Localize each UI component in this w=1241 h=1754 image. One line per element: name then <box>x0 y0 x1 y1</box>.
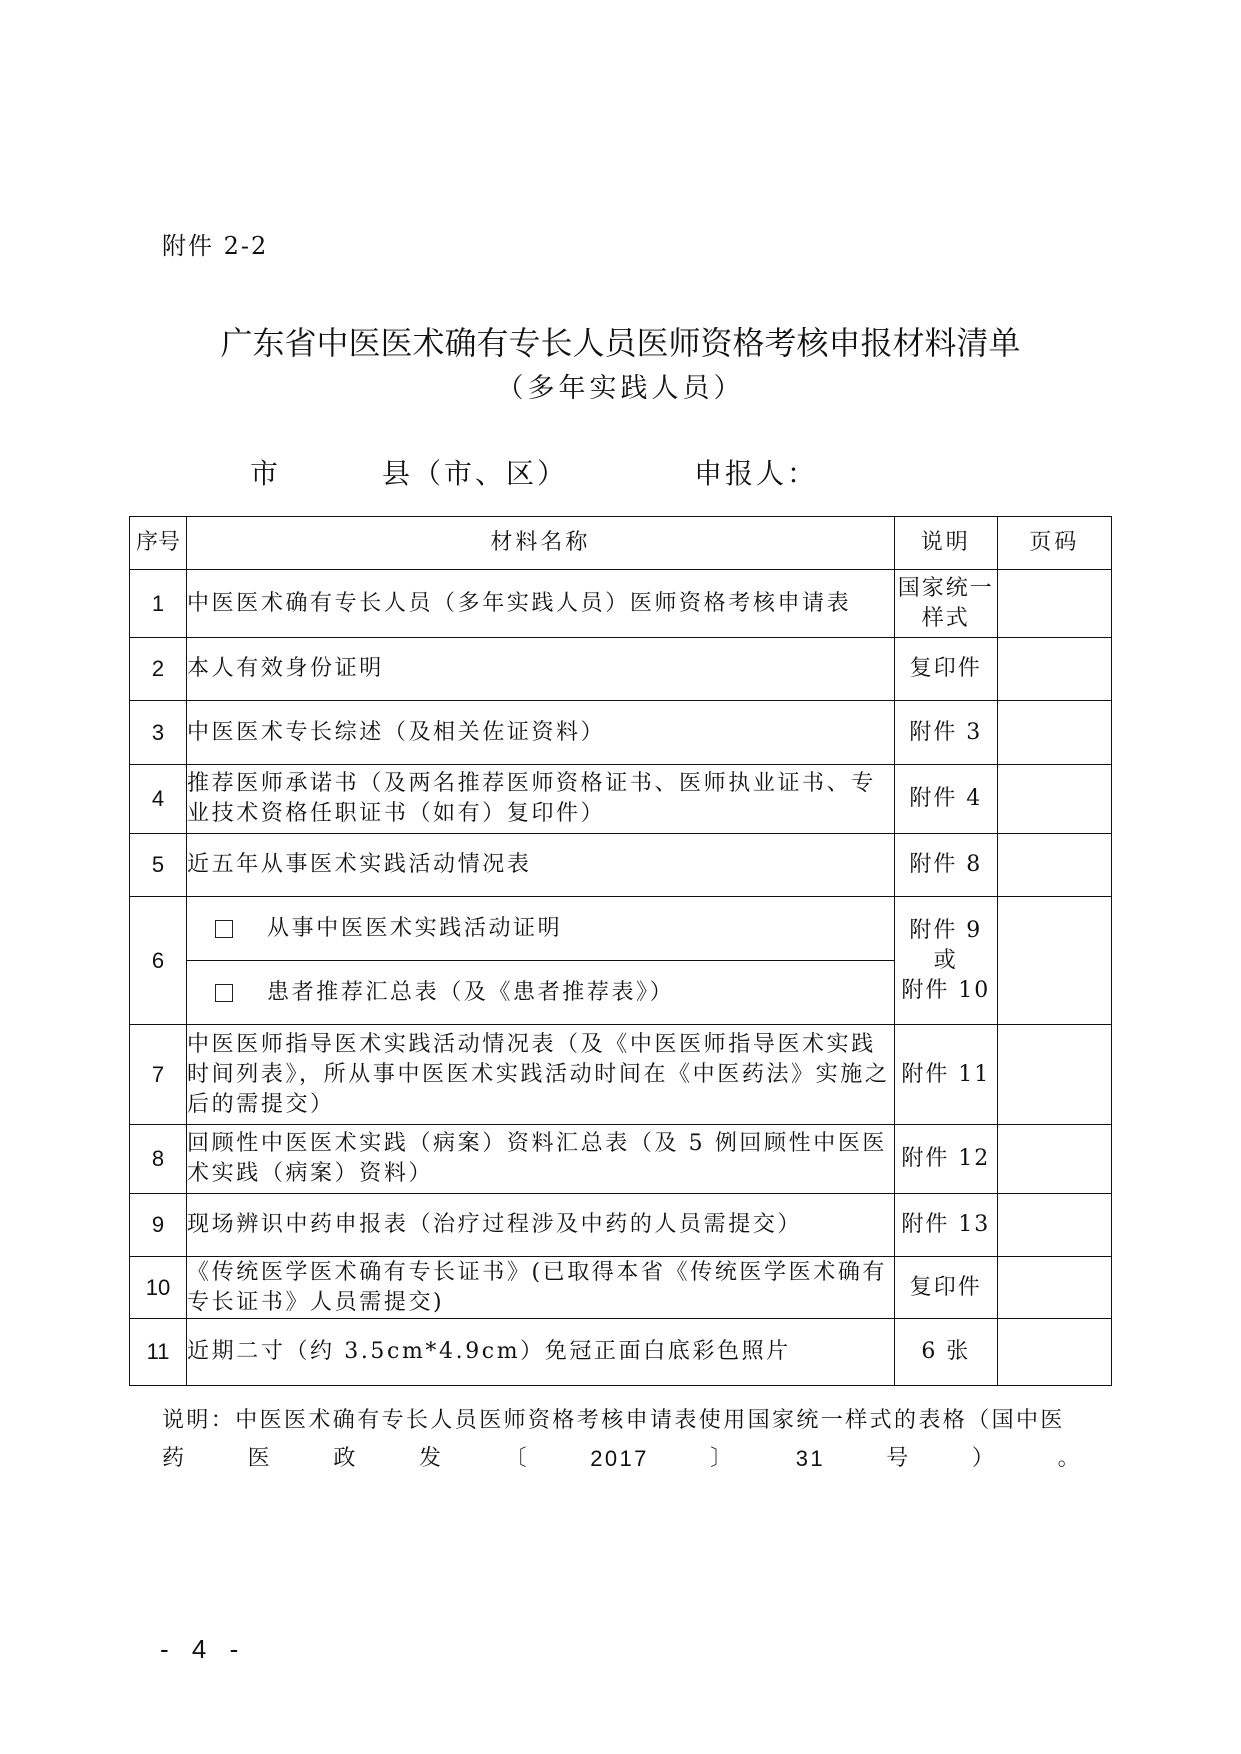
table-row <box>130 570 1112 638</box>
note-line: 国家统一 <box>897 575 994 601</box>
row-name: 回顾性中医医术实践（病案）资料汇总表（及 5 例回顾性中医医术实践（病案）资料） <box>187 1125 895 1194</box>
row-name: 《传统医学医术确有专长证书》(已取得本省《传统医学医术确有专长证书》人员需提交) <box>187 1257 895 1319</box>
row-page-field[interactable] <box>997 570 1111 638</box>
row-option-a <box>187 897 895 961</box>
row-no: 4 <box>130 765 187 834</box>
row-no: 9 <box>130 1194 187 1257</box>
row-page-field[interactable] <box>997 834 1111 897</box>
table-row <box>130 834 1112 897</box>
county-label: 县（市、区） <box>382 457 569 490</box>
table-row <box>130 1257 1112 1319</box>
row-page-field[interactable] <box>997 1257 1111 1319</box>
row-note: 附件 3 <box>894 701 997 765</box>
option-a-label: 从事中医医术实践活动证明 <box>267 915 563 941</box>
row-no: 7 <box>130 1025 187 1125</box>
row-note: 附件 11 <box>894 1025 997 1125</box>
footnote-part: 〕 <box>710 1446 735 1471</box>
row-note: 附件 12 <box>894 1125 997 1194</box>
note-line: 附件 9 或 <box>909 917 983 973</box>
row-no: 5 <box>130 834 187 897</box>
footnote-part: 发 <box>418 1446 444 1471</box>
footnote-part: 药 <box>162 1446 187 1471</box>
row-no: 2 <box>130 638 187 701</box>
footnote <box>162 1402 1092 1478</box>
row-page-field[interactable] <box>997 897 1111 1025</box>
row-page-field[interactable] <box>997 1194 1111 1257</box>
footnote-part: 政 <box>333 1446 358 1471</box>
row-page-field[interactable] <box>997 1319 1111 1386</box>
row-page-field[interactable] <box>997 1025 1111 1125</box>
row-note: 附件 4 <box>894 765 997 834</box>
header-note: 说明 <box>894 517 997 570</box>
row-note <box>894 570 997 638</box>
row-note <box>894 897 997 1025</box>
document-title: 广东省中医医术确有专长人员医师资格考核申报材料清单 <box>220 324 1021 362</box>
table-header-row <box>130 517 1112 570</box>
row-name: 近五年从事医术实践活动情况表 <box>187 834 895 897</box>
document-subtitle: （多年实践人员） <box>496 373 745 404</box>
footnote-part: 31 <box>795 1446 826 1471</box>
row-note: 附件 8 <box>894 834 997 897</box>
table-row <box>130 1194 1112 1257</box>
note-line: 附件 10 <box>901 977 991 1003</box>
row-name: 中医医师指导医术实践活动情况表（及《中医医师指导医术实践时间列表》，所从事中医医术实践活动时间在《中医药法》实施之后的需提交） <box>187 1025 895 1125</box>
header-no: 序号 <box>130 517 187 570</box>
table-row <box>130 1319 1112 1386</box>
checkbox-option-a[interactable] <box>215 920 233 938</box>
header-page: 页码 <box>997 517 1111 570</box>
footnote-part: 。 <box>1057 1446 1082 1471</box>
footnote-part: 号 <box>886 1446 911 1471</box>
row-no: 8 <box>130 1125 187 1194</box>
checkbox-option-b[interactable] <box>215 984 233 1002</box>
row-name: 推荐医师承诺书（及两名推荐医师资格证书、医师执业证书、专业技术资格任职证书（如有）复印件） <box>187 765 895 834</box>
row-note: 复印件 <box>894 638 997 701</box>
row-page-field[interactable] <box>997 638 1111 701</box>
row-page-field[interactable] <box>997 1125 1111 1194</box>
row-no: 6 <box>130 897 187 1025</box>
row-no: 3 <box>130 701 187 765</box>
table-row <box>130 1025 1112 1125</box>
table-row <box>130 638 1112 701</box>
row-name: 现场辨识中药申报表（治疗过程涉及中药的人员需提交） <box>187 1194 895 1257</box>
row-name: 中医医术确有专长人员（多年实践人员）医师资格考核申请表 <box>187 570 895 638</box>
footnote-part: 2017 <box>590 1446 649 1471</box>
row-note: 复印件 <box>894 1257 997 1319</box>
table-row <box>130 701 1112 765</box>
row-no: 11 <box>130 1319 187 1386</box>
row-page-field[interactable] <box>997 701 1111 765</box>
row-note: 附件 13 <box>894 1194 997 1257</box>
row-name: 本人有效身份证明 <box>187 638 895 701</box>
materials-table <box>129 516 1112 1386</box>
row-no: 1 <box>130 570 187 638</box>
footnote-part: 〔 <box>504 1446 530 1471</box>
footnote-part: ） <box>971 1446 997 1471</box>
table-row <box>130 897 1112 961</box>
row-note: 6 张 <box>894 1319 997 1386</box>
header-name: 材料名称 <box>187 517 895 570</box>
row-name: 中医医术专长综述（及相关佐证资料） <box>187 701 895 765</box>
footnote-line-1: 说明：中医医术确有专长人员医师资格考核申请表使用国家统一样式的表格（国中医 <box>162 1408 1065 1433</box>
row-option-b <box>187 961 895 1025</box>
page-number: - 4 - <box>160 1634 247 1664</box>
footnote-part: 医 <box>247 1446 273 1471</box>
table-row <box>130 765 1112 834</box>
city-label: 市 <box>250 457 282 490</box>
option-b-label: 患者推荐汇总表（及《患者推荐表》） <box>267 979 675 1005</box>
table-row <box>130 1125 1112 1194</box>
row-name: 近期二寸（约 3.5cm*4.9cm）免冠正面白底彩色照片 <box>187 1319 895 1386</box>
row-page-field[interactable] <box>997 765 1111 834</box>
row-no: 10 <box>130 1257 187 1319</box>
attachment-label: 附件 2-2 <box>162 232 269 260</box>
note-line: 样式 <box>921 605 970 631</box>
footnote-line-2 <box>162 1440 1082 1478</box>
applicant-label: 申报人： <box>694 457 819 490</box>
